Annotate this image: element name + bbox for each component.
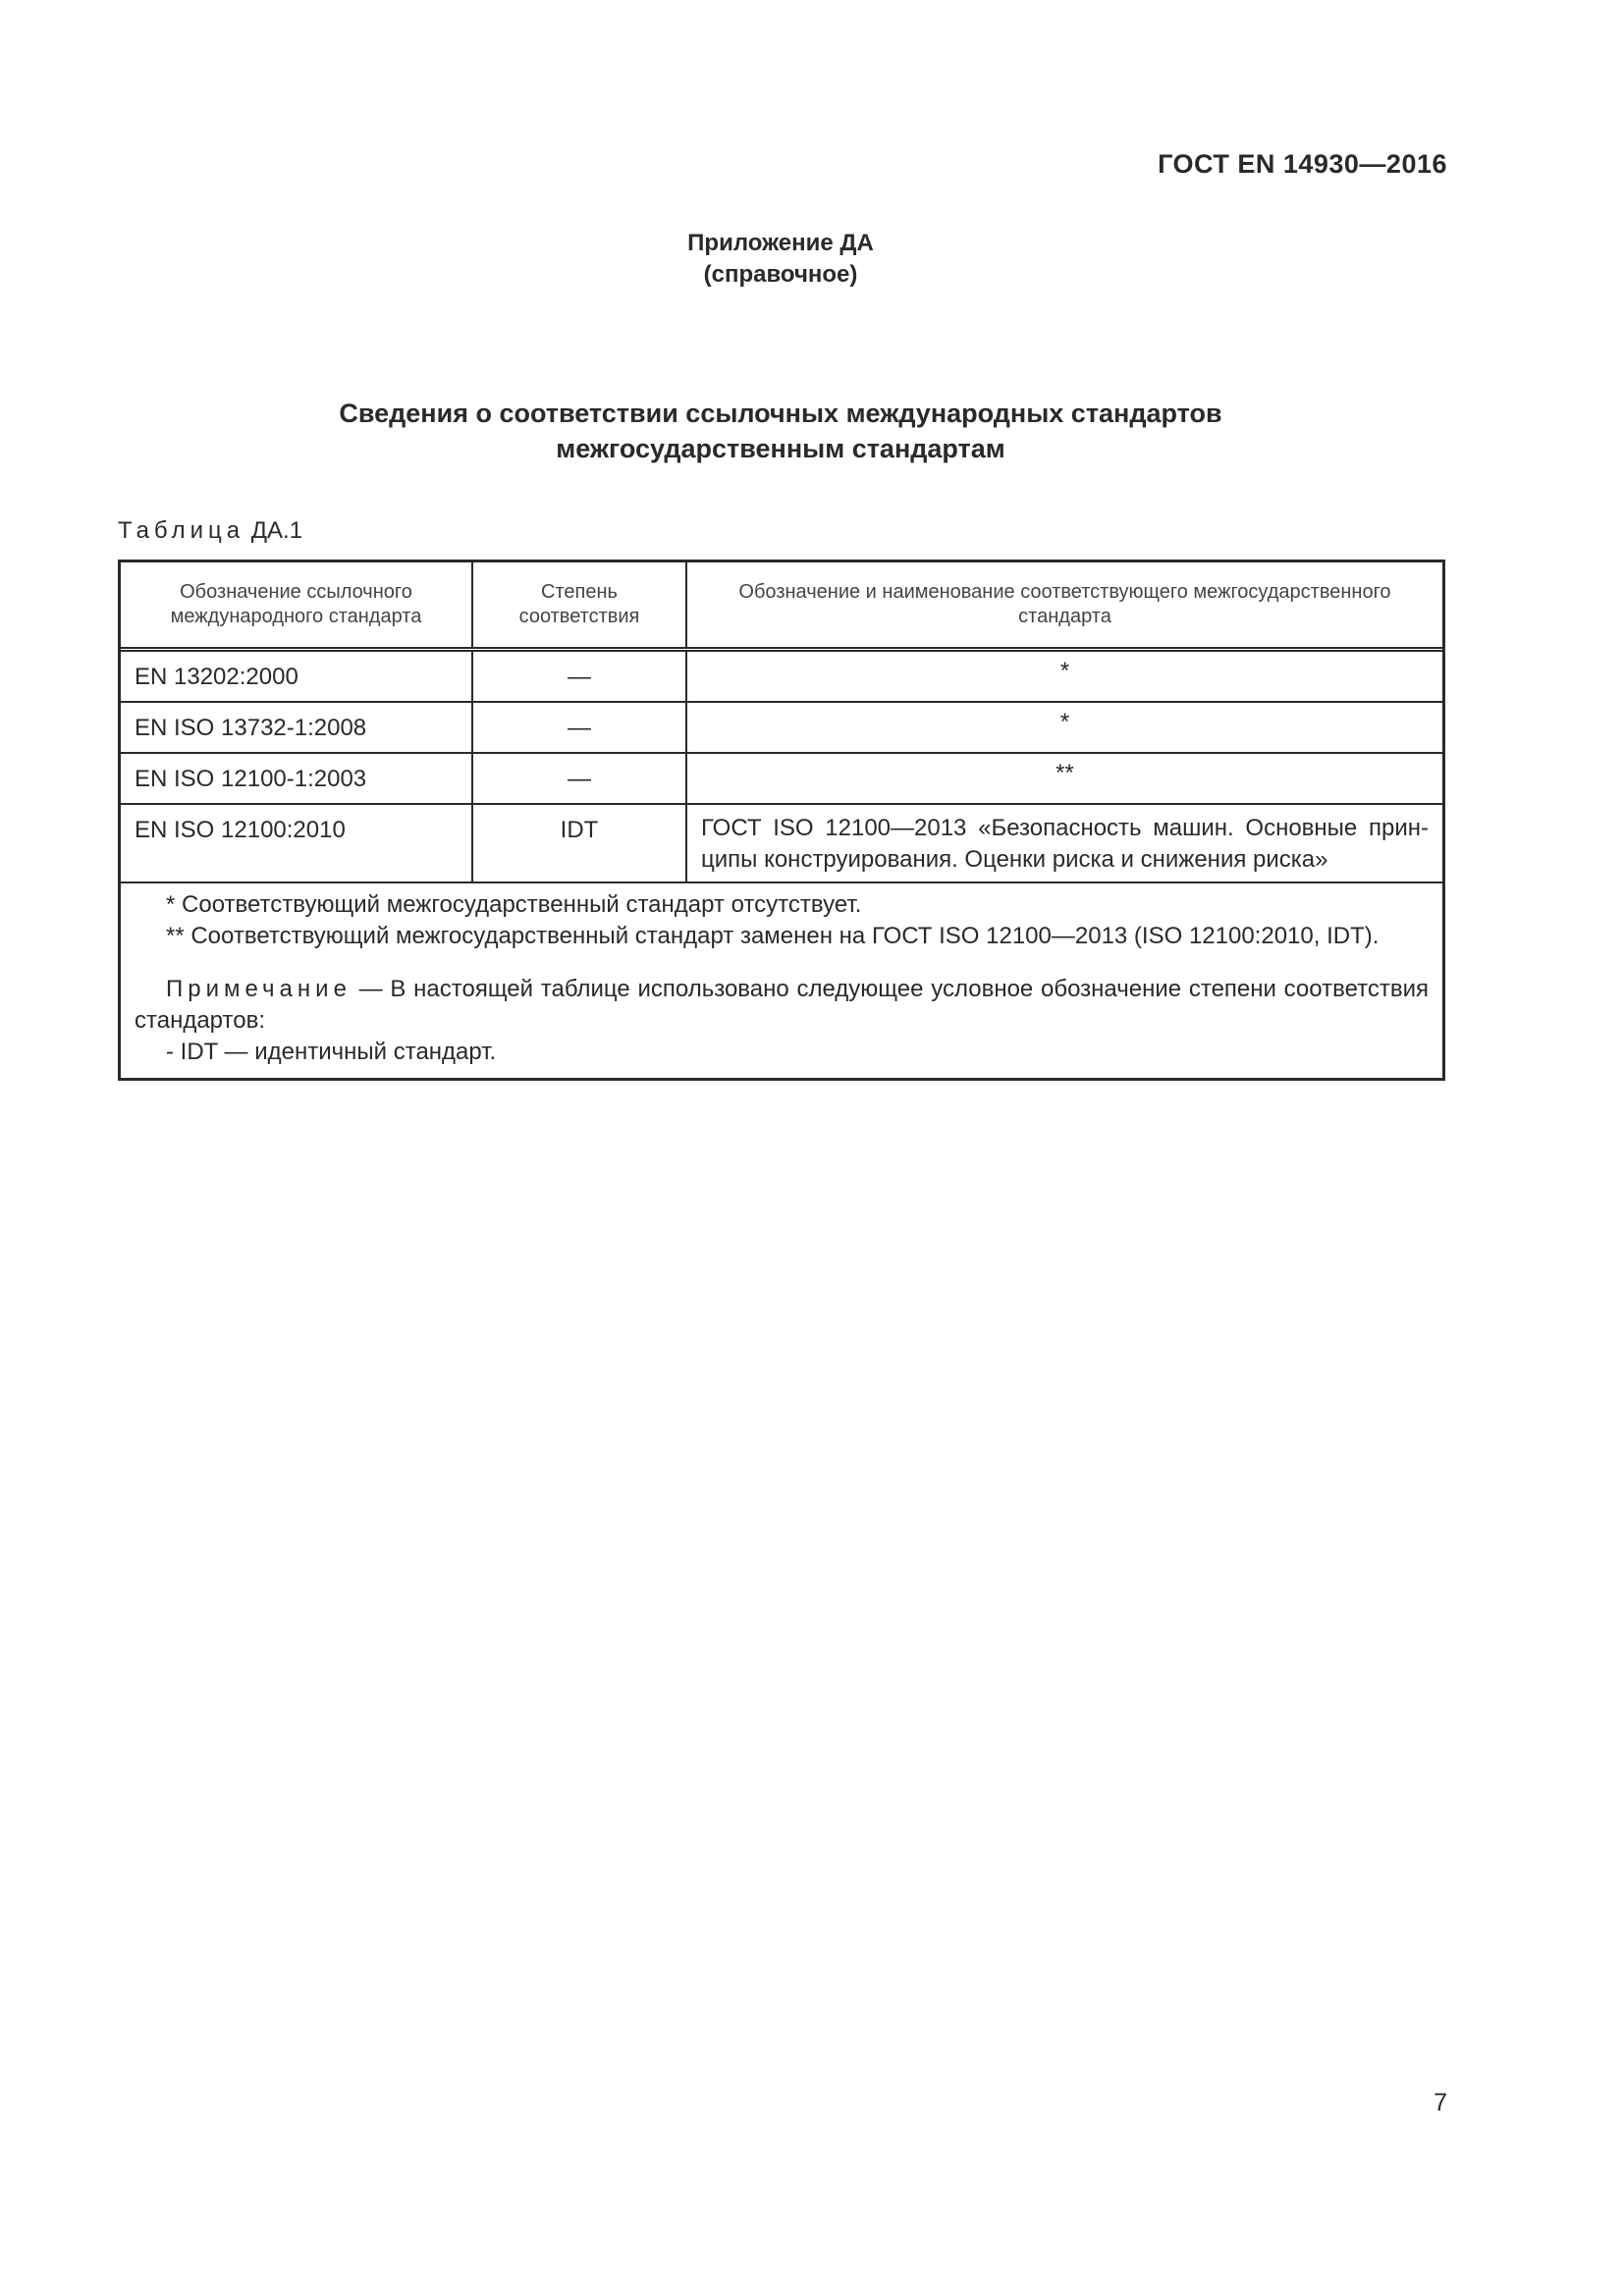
cell-degree: — — [472, 650, 686, 703]
cell-standard: EN 13202:2000 — [121, 650, 472, 703]
section-heading-line-1: Сведения о соответствии ссылочных международных стандартов — [339, 399, 1222, 428]
note-paragraph — [135, 974, 1429, 1037]
cell-degree: IDT — [472, 804, 686, 882]
column-header-gost: Обозначение и наименование соответствующего межгосударственного стандарта — [686, 562, 1442, 650]
table-notes-row — [121, 882, 1442, 1078]
cell-gost: * — [686, 650, 1442, 703]
column-header-degree: Степень соответствия — [472, 562, 686, 650]
cell-gost: * — [686, 702, 1442, 753]
section-heading — [0, 396, 1561, 466]
annex-header — [0, 228, 1561, 291]
note-list-item: - IDT — идентичный стандарт. — [166, 1039, 497, 1065]
cell-degree: — — [472, 753, 686, 804]
correspondence-table — [118, 560, 1445, 1081]
table-caption-number: ДА.1 — [250, 517, 303, 544]
footnote: ** Соответствующий межгосударственный стандарт заменен на ГОСТ ISO 12100—2013 (ISO 12100:2010, IDT). — [166, 923, 1380, 949]
cell-standard: EN ISO 12100-1:2003 — [121, 753, 472, 804]
cell-degree: — — [472, 702, 686, 753]
table-notes — [121, 882, 1442, 1078]
table-row — [121, 650, 1442, 703]
table-caption-word: Таблица — [118, 517, 245, 544]
cell-gost: ** — [686, 753, 1442, 804]
table-row — [121, 753, 1442, 804]
footnote: * Соответствующий межгосударственный стандарт отсутствует. — [166, 891, 862, 918]
column-header-standard: Обозначение ссылочного международного стандарта — [121, 562, 472, 650]
annex-subtitle: (справочное) — [703, 261, 858, 288]
note-label: Примечание — [166, 976, 352, 1002]
cell-gost: ГОСТ ISO 12100—2013 «Безопасность машин. Основные принципы конструирования. Оценки риска и снижения риска» — [686, 804, 1442, 882]
document-code: ГОСТ EN 14930—2016 — [1158, 149, 1447, 179]
section-heading-line-2: межгосударственным стандартам — [556, 434, 1005, 463]
note-text: — В настоящей таблице использовано следующее условное обозначение степени соответствия стандартов: — [135, 976, 1429, 1034]
table-header-row — [121, 562, 1442, 650]
table-caption — [118, 517, 302, 545]
cell-standard: EN ISO 12100:2010 — [121, 804, 472, 882]
page-number: 7 — [1434, 2089, 1447, 2116]
cell-standard: EN ISO 13732-1:2008 — [121, 702, 472, 753]
table-row — [121, 702, 1442, 753]
table-row — [121, 804, 1442, 882]
annex-title: Приложение ДА — [687, 230, 874, 256]
